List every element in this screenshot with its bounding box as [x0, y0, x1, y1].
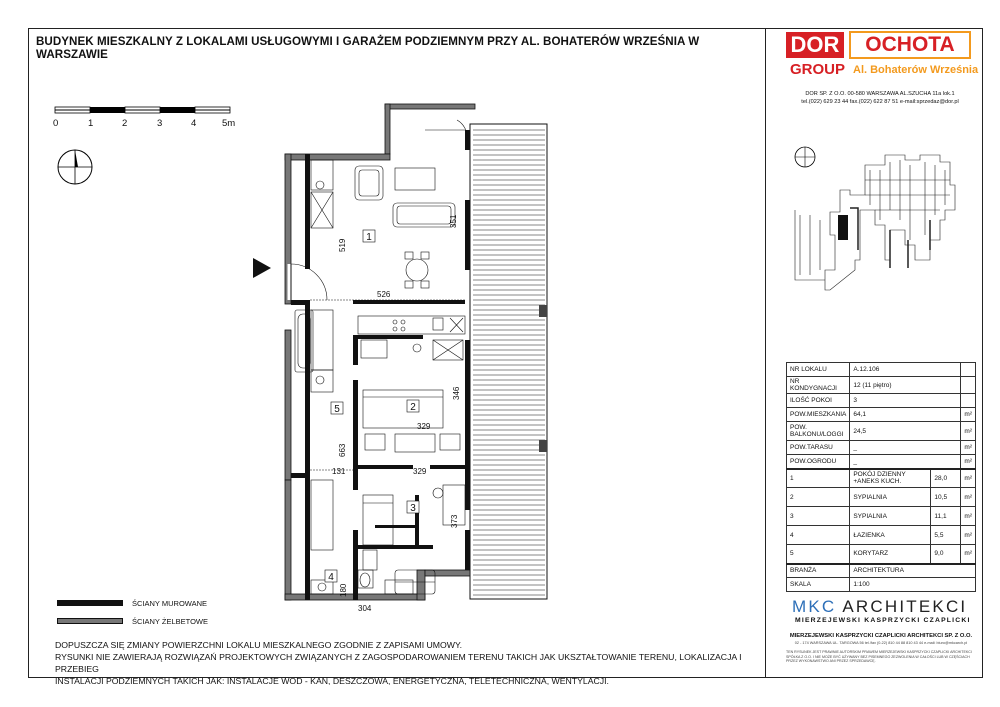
dim-346: 346: [452, 386, 461, 400]
room-row: 4 ŁAZIENKA 5,5 m²: [787, 526, 976, 545]
branza-row: BRANŻA ARCHITEKTURA: [787, 564, 976, 578]
developer-address: [790, 90, 970, 106]
apartment-info-table: [786, 362, 976, 592]
room-label-2: 2: [410, 402, 416, 413]
architect-address: 02 - 174 WARSZAWA UL. TARGOWA 56 tel./fax (0-22) 810 44 88 810 43 44 e-mail: biuro@mkcarch.pl: [794, 641, 968, 645]
architect-subtitle: MIERZEJEWSKI KASPRZYCKI CZAPLICKI: [795, 617, 971, 624]
dim-373: 373: [450, 514, 459, 528]
info-row: POW.MIESZKANIA 64,1 m²: [787, 408, 976, 422]
scale-label: 4: [191, 118, 197, 129]
masonry-walls: [291, 130, 470, 600]
dim-526: 526: [377, 290, 391, 299]
room-row: 2 SYPIALNIA 10,5 m²: [787, 488, 976, 507]
dim-180: 180: [339, 583, 348, 597]
room-label-5: 5: [334, 404, 340, 415]
architect-logo-mkc: MKC: [792, 597, 837, 616]
architect-logo-text: ARCHITEKCI: [842, 597, 968, 616]
bathtub: [295, 310, 313, 372]
legend-masonry-swatch: [57, 600, 123, 606]
scale-label: 0: [53, 118, 59, 129]
note-line: DOPUSZCZA SIĘ ZMIANY POWIERZCHNI LOKALU MIESZKALNEGO ZGODNIE Z ZAPISAMI UMOWY.: [55, 640, 463, 650]
bedroom-2-furniture: [363, 390, 460, 452]
info-row: POW.TARASU _ m²: [787, 441, 976, 455]
room-label-1: 1: [366, 232, 372, 243]
developer-address-line2: tel.(022) 629 23 44 fax.(022) 622 87 51 e-mail:sprzedaz@dor.pl: [801, 99, 959, 105]
info-row: NR LOKALU A.12.106: [787, 363, 976, 377]
skala-row: SKALA 1:100: [787, 578, 976, 592]
info-row: ILOŚĆ POKOI 3: [787, 394, 976, 408]
legend-concrete-swatch: [57, 618, 123, 624]
installation-shafts: [311, 160, 333, 594]
dim-131: 131: [332, 467, 346, 476]
note-line: INSTALACJI PODZIEMNYCH TAKICH JAK: INSTALACJE WOD - KAN, DESZCZOWA, ENERGETYCZNA, TELETECHNICZNA, WENTYLACJI.: [55, 676, 609, 686]
room-row: 5 KORYTARZ 9,0 m²: [787, 545, 976, 564]
dim-329a: 329: [417, 422, 431, 431]
dim-304: 304: [358, 604, 372, 613]
notes: [55, 639, 755, 687]
info-row: POW. BALKONU/LOGGI 24,5 m²: [787, 422, 976, 441]
balcony: [470, 124, 547, 599]
note-line: RYSUNKI NIE ZAWIERAJĄ ROZWIĄZAŃ PROJEKTOWYCH ZWIĄZANYCH Z ZAGOSPODAROWANIEM TERENU TAKICH JAK UKSZTAŁTOWANIE TERENU, LOKALIZACJA I PRZEBIEG: [55, 652, 742, 674]
north-arrow-icon: [55, 147, 95, 187]
scale-label: 2: [122, 118, 128, 129]
logo-ochota: OCHOTA: [849, 31, 971, 59]
room-label-4: 4: [328, 572, 334, 583]
info-row: NR KONDYGNACJI 12 (11 piętro): [787, 377, 976, 394]
scale-label: 1: [88, 118, 94, 129]
architect-logo: [792, 597, 967, 617]
logo-street: Al. Bohaterów Września: [853, 64, 979, 76]
title-block-divider: [765, 28, 766, 678]
dim-663: 663: [338, 443, 347, 457]
dim-519: 519: [338, 238, 347, 252]
entrance-arrow-icon: [253, 258, 271, 278]
floor-plan: [245, 100, 575, 620]
dim-329b: 329: [413, 467, 427, 476]
info-row: POW.OGRODU _ m²: [787, 455, 976, 469]
architect-company: MIERZEJEWSKI KASPRZYCKI CZAPLICKI ARCHITEKCI SP. Z O.O.: [789, 633, 973, 639]
room-row: 1 POKÓJ DZIENNY +ANEKS KUCH. 28,0 m²: [787, 469, 976, 488]
key-plan: [790, 150, 970, 300]
entrance-door: [291, 264, 327, 300]
legend-concrete-label: ŚCIANY ŻELBETOWE: [132, 617, 208, 626]
legend-masonry-label: ŚCIANY MUROWANE: [132, 599, 208, 608]
scale-bar: [52, 104, 242, 118]
logo-dor: DOR: [786, 32, 844, 58]
architect-copyright-note: TEN RYSUNEK JEST PRAWNIE AUTORSKIM PRAWEM MIERZEJEWSKI KASPRZYCKI CZAPLICKI ARCHITEKCI SPÓŁKA Z O.O. I NIE MOŻE BYĆ UŻYWANY BEZ PISEMNEGO ZEZWOLENIA W CAŁOŚCI LUB W CZĘŚCIACH PRZEZ WYKONAWSTWO ANI PRZEZ SPRZEDAWCĘ.: [786, 650, 972, 664]
page-title: BUDYNEK MIESZKALNY Z LOKALAMI USŁUGOWYMI I GARAŻEM PODZIEMNYM PRZY AL. BOHATERÓW WRZEŚNIA W WARSZAWIE: [36, 35, 700, 61]
dim-351: 351: [449, 214, 458, 228]
room-row: 3 SYPIALNIA 11,1 m²: [787, 507, 976, 526]
logo-group: GROUP: [790, 61, 846, 78]
scale-label: 3: [157, 118, 163, 129]
developer-address-line1: DOR SP. Z O.O. 00-580 WARSZAWA AL.SZUCHA 11a lok.1: [805, 91, 955, 97]
room-label-3: 3: [410, 503, 416, 514]
living-room-furniture: [355, 120, 467, 288]
scale-label: 5m: [222, 118, 236, 129]
